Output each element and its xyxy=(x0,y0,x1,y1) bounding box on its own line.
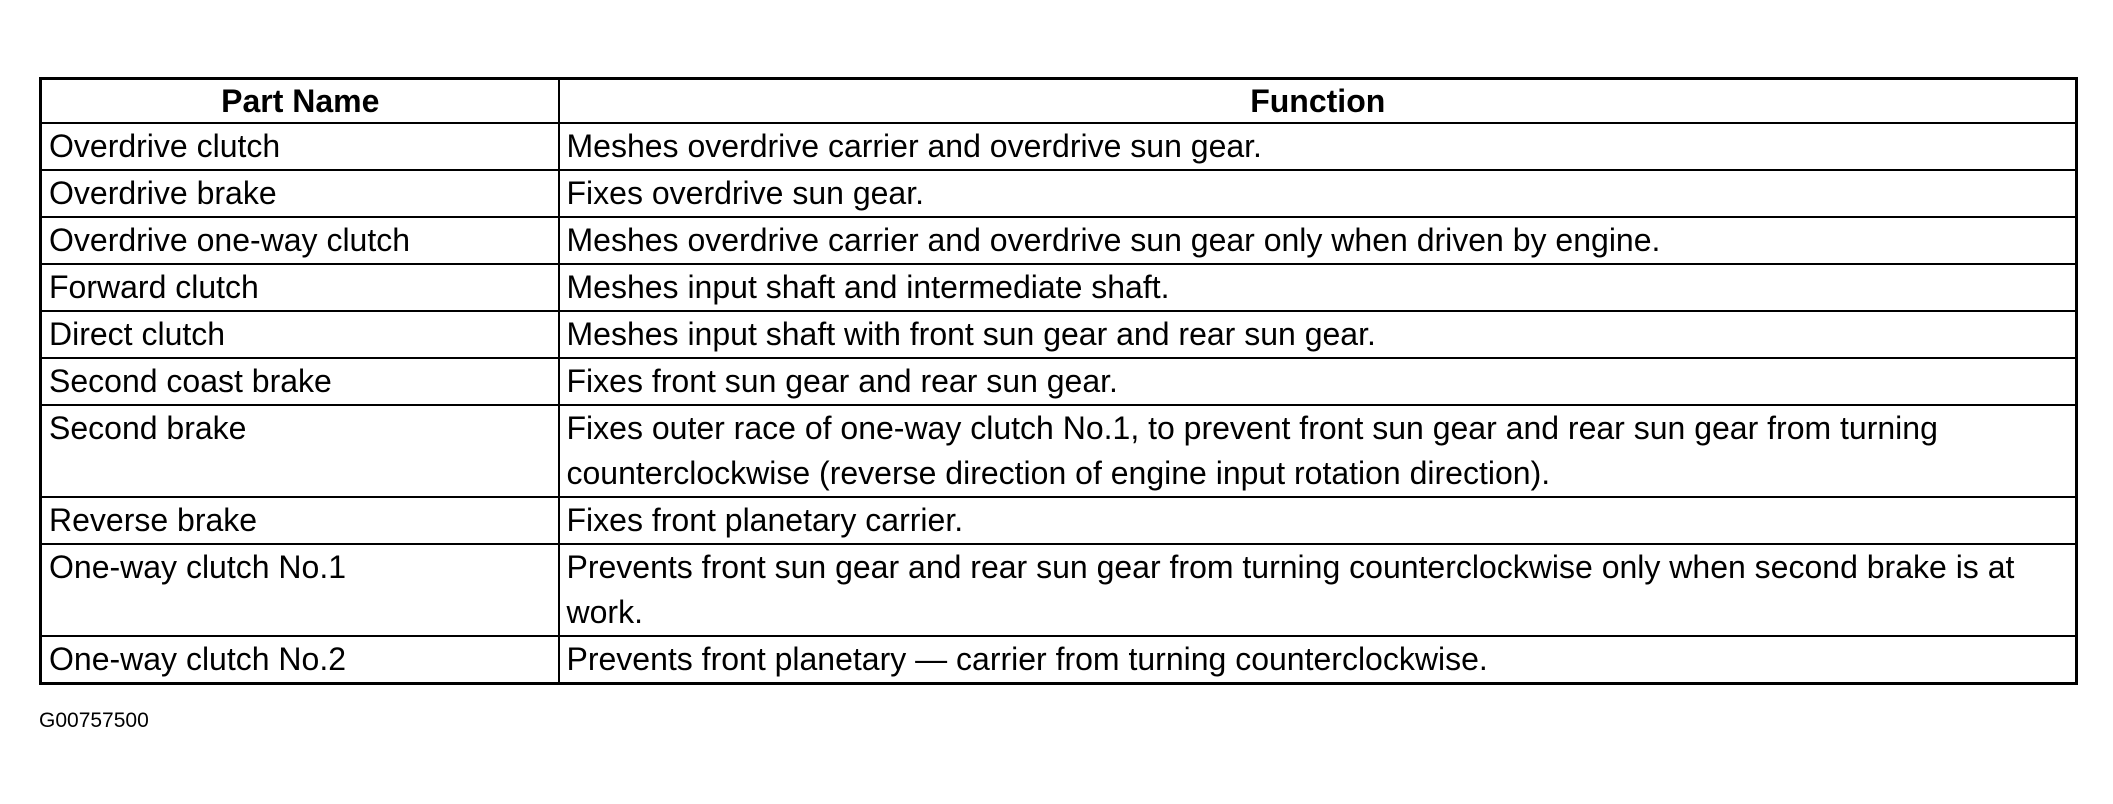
function-cell: Meshes input shaft with front sun gear and rear sun gear. xyxy=(559,311,2077,358)
table-row xyxy=(41,264,2077,311)
parts-function-table xyxy=(39,77,2078,685)
part-name-cell: Overdrive brake xyxy=(41,170,559,217)
function-cell: Fixes front sun gear and rear sun gear. xyxy=(559,358,2077,405)
table-row xyxy=(41,358,2077,405)
function-cell: Prevents front planetary — carrier from turning counterclockwise. xyxy=(559,636,2077,684)
part-name-cell: Overdrive one-way clutch xyxy=(41,217,559,264)
figure-id-label: G00757500 xyxy=(39,709,149,732)
function-cell: Fixes front planetary carrier. xyxy=(559,497,2077,544)
function-cell: Meshes overdrive carrier and overdrive sun gear. xyxy=(559,123,2077,170)
part-name-cell: Overdrive clutch xyxy=(41,123,559,170)
parts-function-table-container xyxy=(39,77,2075,685)
function-cell: Fixes overdrive sun gear. xyxy=(559,170,2077,217)
table-row xyxy=(41,217,2077,264)
table-row xyxy=(41,170,2077,217)
header-part-name: Part Name xyxy=(41,79,559,124)
function-cell: Meshes input shaft and intermediate shaft. xyxy=(559,264,2077,311)
part-name-cell: Direct clutch xyxy=(41,311,559,358)
function-cell: Meshes overdrive carrier and overdrive sun gear only when driven by engine. xyxy=(559,217,2077,264)
table-row xyxy=(41,311,2077,358)
part-name-cell: Second coast brake xyxy=(41,358,559,405)
table-row xyxy=(41,544,2077,636)
function-cell: Fixes outer race of one-way clutch No.1, to prevent front sun gear and rear sun gear from turning counterclockwise (reverse direction of engine input rotation direction). xyxy=(559,405,2077,497)
table-row xyxy=(41,497,2077,544)
table-header-row xyxy=(41,79,2077,124)
table-row xyxy=(41,123,2077,170)
table-row xyxy=(41,636,2077,684)
part-name-cell: Forward clutch xyxy=(41,264,559,311)
part-name-cell: One-way clutch No.2 xyxy=(41,636,559,684)
function-cell: Prevents front sun gear and rear sun gear from turning counterclockwise only when second brake is at work. xyxy=(559,544,2077,636)
part-name-cell: Reverse brake xyxy=(41,497,559,544)
header-function: Function xyxy=(559,79,2077,124)
part-name-cell: One-way clutch No.1 xyxy=(41,544,559,636)
part-name-cell: Second brake xyxy=(41,405,559,497)
table-row xyxy=(41,405,2077,497)
